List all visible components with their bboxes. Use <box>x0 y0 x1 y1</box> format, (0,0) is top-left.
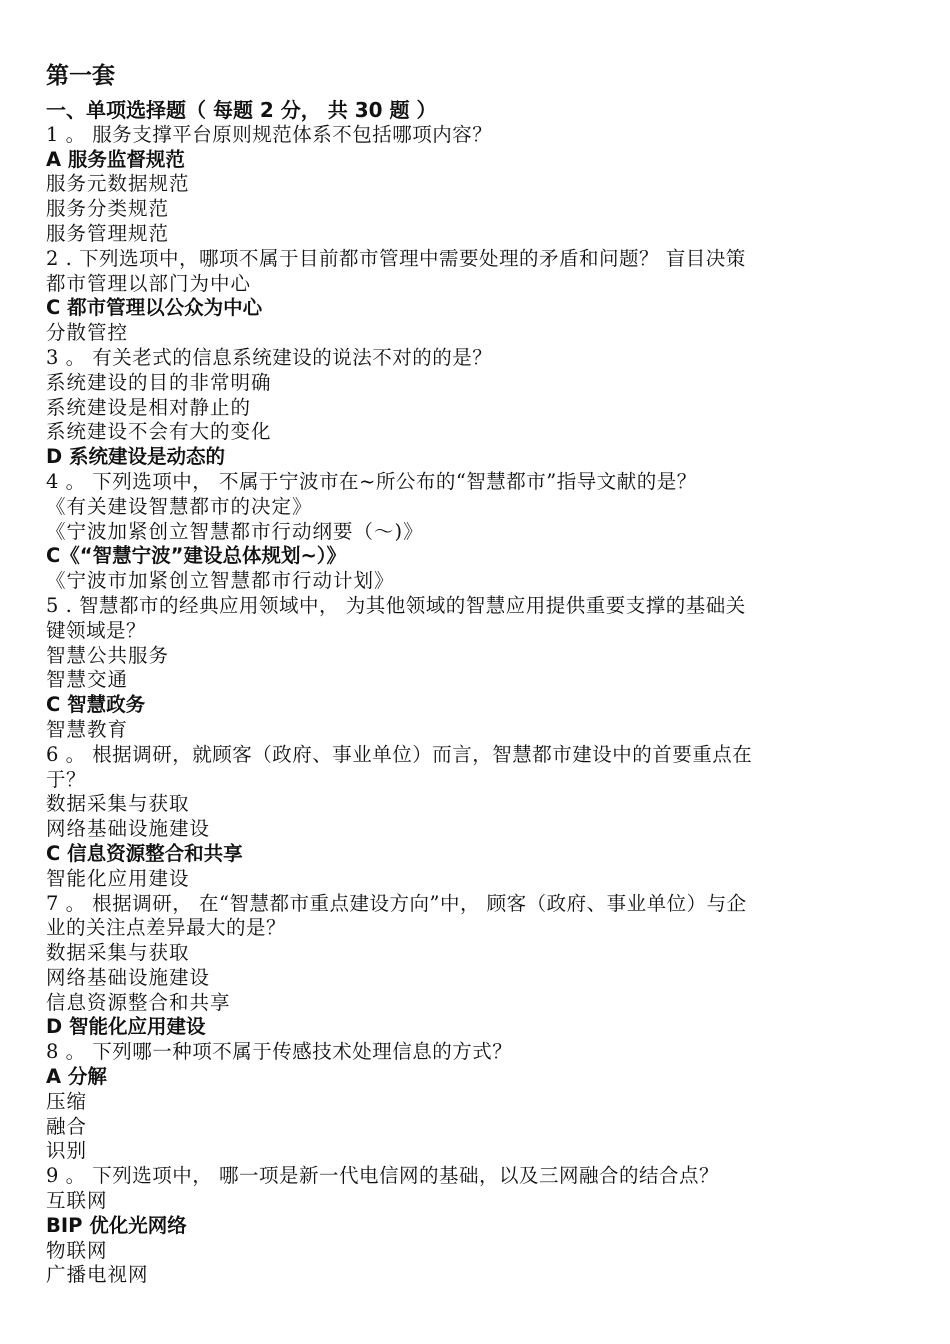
option-text: 物联网 <box>46 1238 108 1262</box>
document-title: 第一套 <box>46 63 115 89</box>
question-list <box>46 123 916 1288</box>
answer-option: C 信息资源整合和共享 <box>46 841 243 865</box>
question-text: 9 。 下列选项中， 哪一项是新一代电信网的基础，以及三网融合的结合点？ <box>46 1164 720 1188</box>
option-text: 网络基础设施建设 <box>46 817 211 841</box>
option-text: 融合 <box>46 1114 88 1138</box>
option-text: 服务管理规范 <box>46 221 170 245</box>
option-text: 压缩 <box>46 1089 88 1113</box>
option-text: 智慧教育 <box>46 717 129 741</box>
option-text: 系统建设不会有大的变化 <box>46 420 272 444</box>
answer-option: A 服务监督规范 <box>46 147 185 171</box>
option-text: 系统建设是相对静止的 <box>46 395 252 419</box>
answer-option: BIP 优化光网络 <box>46 1213 187 1237</box>
question-text: 6 。 根据调研，就顾客（政府、事业单位）而言，智慧都市建设中的首要重点在 <box>46 742 753 766</box>
answer-option: D 智能化应用建设 <box>46 1015 206 1039</box>
option-text: 智能化应用建设 <box>46 866 190 890</box>
option-text: 互联网 <box>46 1189 108 1213</box>
option-text: 广播电视网 <box>46 1263 149 1287</box>
option-text: 服务元数据规范 <box>46 172 190 196</box>
option-text: 《宁波市加紧创立智慧都市行动计划》 <box>46 569 395 593</box>
document-page <box>46 58 916 1288</box>
option-text: 服务分类规范 <box>46 197 170 221</box>
option-text: 数据采集与获取 <box>46 792 190 816</box>
option-text: 智慧公共服务 <box>46 643 170 667</box>
option-text: 系统建设的目的非常明确 <box>46 370 272 394</box>
option-text: 都市管理以部门为中心 <box>46 271 252 295</box>
question-text: 3 。 有关老式的信息系统建设的说法不对的的是？ <box>46 345 493 369</box>
answer-option: C 智慧政务 <box>46 693 146 717</box>
option-text: 识别 <box>46 1139 88 1163</box>
option-text: 《有关建设智慧都市的决定》 <box>46 494 313 518</box>
option-text: 分散管控 <box>46 321 129 345</box>
question-text: 7 。 根据调研， 在“智慧都市重点建设方向”中， 顾客（政府、事业单位）与企 <box>46 891 747 915</box>
question-text: 业的关注点差异最大的是？ <box>46 916 287 940</box>
question-text: 于？ <box>46 767 87 791</box>
question-text: 5 . 智慧都市的经典应用领域中， 为其他领域的智慧应用提供重要支撑的基础关 <box>46 593 746 617</box>
option-text: 网络基础设施建设 <box>46 965 211 989</box>
question-text: 8 。 下列哪一种项不属于传感技术处理信息的方式？ <box>46 1040 513 1064</box>
question-text: 2 . 下列选项中，哪项不属于目前都市管理中需要处理的矛盾和问题？ 盲目决策 <box>46 246 746 270</box>
question-text: 键领域是？ <box>46 618 147 642</box>
option-text: 数据采集与获取 <box>46 941 190 965</box>
option-text: 智慧交通 <box>46 668 129 692</box>
answer-option: C《“智慧宁波”建设总体规划~）》 <box>46 544 347 568</box>
section-heading: 一、单项选择题（ 每题 2 分， 共 30 题 ） <box>46 98 437 122</box>
option-text: 《宁波加紧创立智慧都市行动纲要（～)》 <box>46 519 424 543</box>
answer-option: A 分解 <box>46 1065 107 1089</box>
question-text: 1 。 服务支撑平台原则规范体系不包括哪项内容？ <box>46 122 493 146</box>
question-text: 4 。 下列选项中， 不属于宁波市在~所公布的“智慧都市”指导文献的是？ <box>46 469 697 493</box>
answer-option: D 系统建设是动态的 <box>46 445 225 469</box>
answer-option: C 都市管理以公众为中心 <box>46 296 263 320</box>
option-text: 信息资源整合和共享 <box>46 990 231 1014</box>
